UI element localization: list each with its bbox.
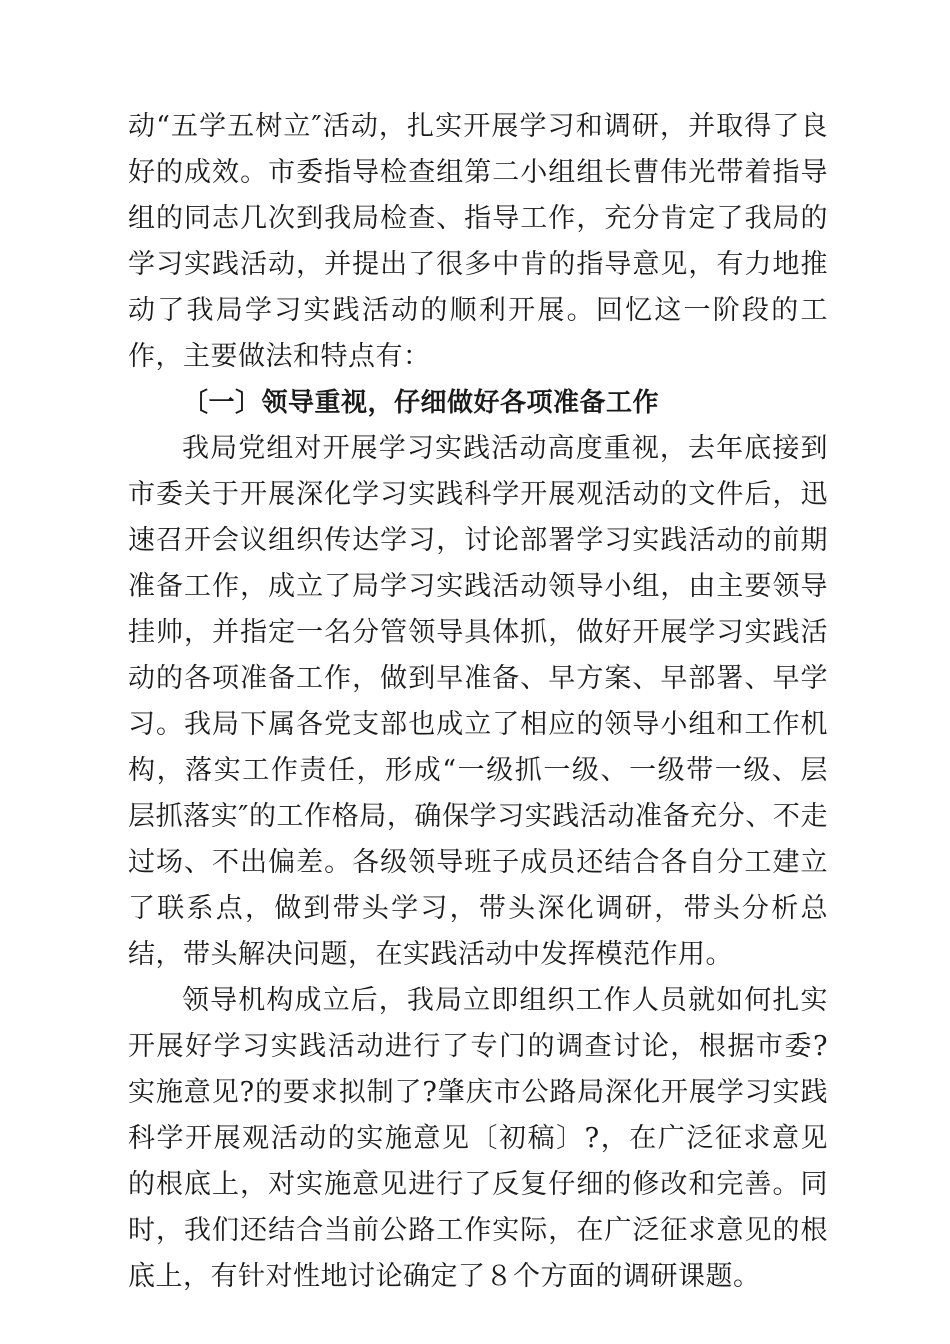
- body-paragraph-preparation: 我局党组对开展学习实践活动高度重视，去年底接到市委关于开展深化学习实践科学开展观活动的文件后，迅速召开会议组织传达学习，讨论部署学习实践活动的前期准备工作，成立了局学习实践活动领导小组，由主要领导挂帅，并指定一名分管领导具体抓，做好开展学习实践活动的各项准备工作，做到早准备、早方案、早部署、早学习。我局下属各党支部也成立了相应的领导小组和工作机构，落实工作责任，形成“一级抓一级、一级带一级、层层抓落实″的工作格局，确保学习实践活动准备充分、不走过场、不出偏差。各级领导班子成员还结合各自分工建立了联系点，做到带头学习，带头深化调研，带头分析总结，带头解决问题，在实践活动中发挥模范作用。: [128, 433, 828, 970]
- body-paragraph-implementation: 领导机构成立后，我局立即组织工作人员就如何扎实开展好学习实践活动进行了专门的调查讨论，根据市委?实施意见?的要求拟制了?肇庆市公路局深化开展学习实践科学开展观活动的实施意见〔初稿〕?，在广泛征求意见的根底上，对实施意见进行了反复仔细的修改和完善。同时，我们还结合当前公路工作实际，在广泛征求意见的根底上，有针对性地讨论确定了８个方面的调研课题。: [128, 985, 828, 1292]
- document-page: [128, 104, 828, 1300]
- section-heading-1: 〔一〕领导重视，仔细做好各项准备工作: [182, 388, 660, 418]
- body-paragraph-continued: 动“五学五树立″活动，扎实开展学习和调研，并取得了良好的成效。市委指导检查组第二小组组长曹伟光带着指导组的同志几次到我局检查、指导工作，充分肯定了我局的学习实践活动，并提出了很多中肯的指导意见，有力地推动了我局学习实践活动的顺利开展。回忆这一阶段的工作，主要做法和特点有：: [128, 111, 828, 372]
